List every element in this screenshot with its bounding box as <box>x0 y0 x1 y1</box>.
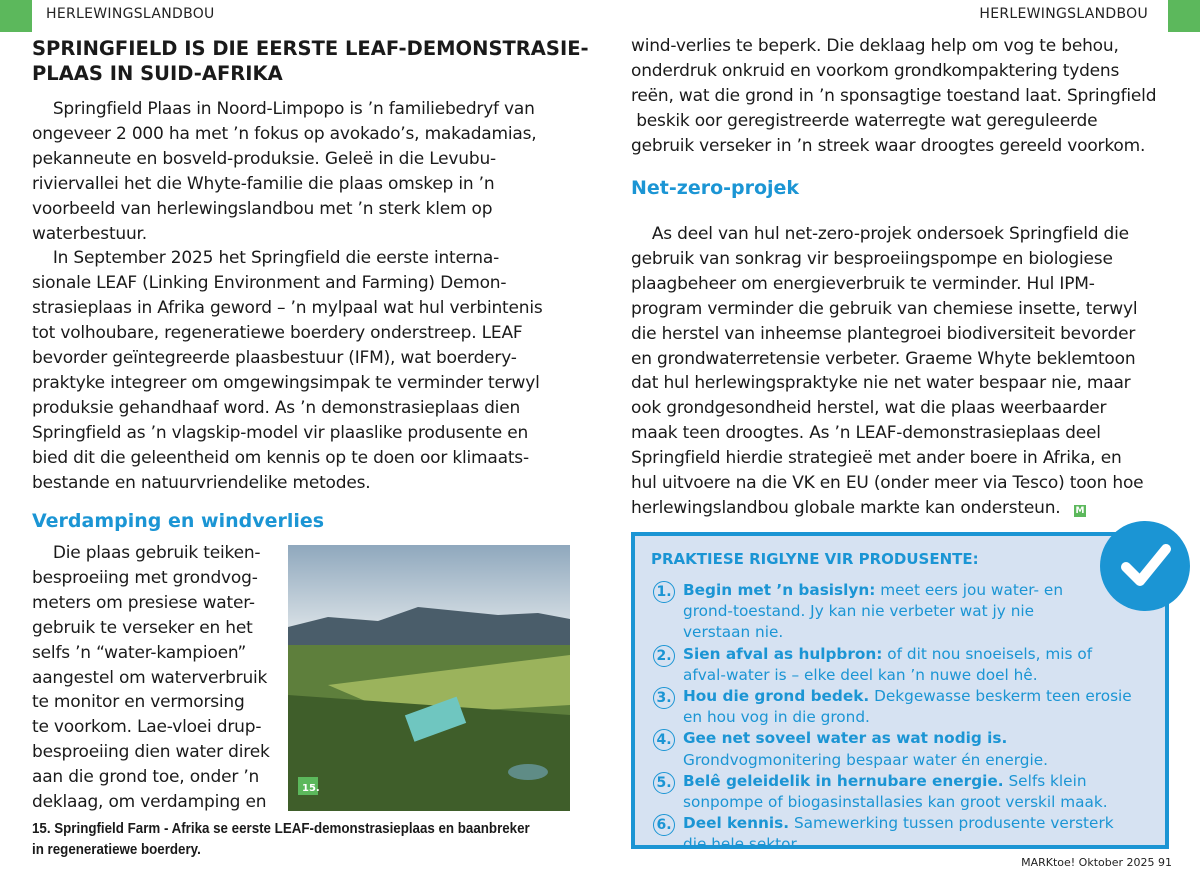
photo-caption <box>32 819 547 861</box>
text-line: SPRINGFIELD IS DIE EERSTE LEAF-DEMONSTRASIE- <box>32 37 589 60</box>
text-line: bevorder geïntegreerde plaasbestuur (IFM), wat boerdery- <box>32 348 517 369</box>
guideline-heading: Sien afval as hulpbron: <box>683 644 883 663</box>
text-line: As deel van hul net-zero-projek ondersoek Springfield die <box>631 224 1129 244</box>
text-line: strasieplaas in Afrika geword – ’n mylpaal wat hul verbintenis <box>32 298 543 319</box>
text-line: dat hul herlewingspraktyke nie net water bespaar nie, maar <box>631 373 1131 394</box>
text-line: Springfield hierdie strategieë met ander boere in Afrika, en <box>631 448 1122 469</box>
guideline-text: Grondvogmonitering bespaar water én energie. <box>683 750 1048 769</box>
text-line: en grondwaterretensie verbeter. Graeme Whyte beklemtoon <box>631 348 1136 369</box>
section-color-tab-right <box>1168 0 1200 32</box>
guideline-heading: Deel kennis. <box>683 814 790 833</box>
guideline-text: meet eers jou water- en grond-toestand. Jy kan nie verbeter wat jy nie verstaan nie. <box>683 581 1064 642</box>
text-line: tot volhoubare, regeneratiewe boerdery onderstreep. LEAF <box>32 323 523 344</box>
net-zero-text <box>631 222 1143 521</box>
end-mark-icon: M <box>1075 505 1085 516</box>
text-line: meters om presiese water- <box>32 592 255 613</box>
guideline-heading: Begin met ’n basislyn: <box>683 581 876 599</box>
continued-text <box>631 34 1156 159</box>
text-line: plaagbeheer om energieverbruik te verminder. Hul IPM- <box>631 273 1095 294</box>
text-line: gebruik verseker in ’n streek waar droogtes gereeld voorkom. <box>631 135 1146 156</box>
text-line: selfs ’n “water-kampioen” <box>32 642 247 663</box>
farm-aerial-photo <box>288 545 570 811</box>
text-line: waterbestuur. <box>32 223 147 244</box>
guideline-heading: Gee net soveel water as wat nodig is. <box>683 729 1008 748</box>
running-header-left: HERLEWINGSLANDBOU <box>46 6 215 22</box>
guideline-heading: Belê geleidelik in hernubare energie. <box>683 771 1004 790</box>
section-color-tab-left <box>0 0 32 32</box>
photo-number: 15. <box>302 783 320 794</box>
text-line: ongeveer 2 000 ha met ’n fokus op avokado’s, makadamias, <box>32 123 537 144</box>
article-title <box>32 36 589 86</box>
text-line: sionale LEAF (Linking Environment and Farming) Demon- <box>32 273 507 294</box>
text-line: hul uitvoere na die VK en EU (onder meer via Tesco) toon hoe <box>631 473 1144 494</box>
guideline-item <box>653 580 1087 644</box>
text-line: In September 2025 het Springfield die eerste interna- <box>32 248 499 269</box>
guideline-heading: Hou die grond bedek. <box>683 687 870 706</box>
text-line: Springfield Plaas in Noord-Limpopo is ’n familiebedryf van <box>32 99 535 119</box>
heading-net-zero: Net-zero-projek <box>631 177 800 199</box>
text-line: produksie gehandhaaf word. As ’n demonstrasieplaas dien <box>32 397 521 418</box>
text-line: Springfield as ’n vlagskip-model vir plaaslike produsente en <box>32 422 529 443</box>
guideline-text: Selfs klein sonpompe of biogasinstallasies kan groot verskil maak. <box>683 771 1108 812</box>
page-footer: MARKtoe! Oktober 2025 91 <box>1021 856 1172 869</box>
intro-text <box>32 97 543 496</box>
heading-verdamping: Verdamping en windverlies <box>32 510 325 532</box>
number-badge: 2. <box>653 645 675 667</box>
text-line: te monitor en vermorsing <box>32 692 245 713</box>
number-badge: 5. <box>653 772 675 794</box>
guideline-text: of dit nou snoeisels, mis of afval-water is – elke deel kan ’n nuwe doel hê. <box>683 644 1093 684</box>
number-badge: 3. <box>653 687 675 709</box>
text-line: pekanneute en bosveld-produksie. Geleë in die Levubu- <box>32 148 496 169</box>
text-line: gebruik van sonkrag vir besproeiingspompe en biologiese <box>631 248 1113 269</box>
guideline-item <box>653 644 1133 686</box>
text-line: PLAAS IN SUID-AFRIKA <box>32 62 283 85</box>
text-line: Die plaas gebruik teiken- <box>32 543 261 563</box>
number-badge: 6. <box>653 814 675 836</box>
text-line: herlewingslandbou globale markte kan ondersteun. <box>631 497 1061 518</box>
guideline-item <box>653 728 1133 770</box>
text-line: bied dit die geleentheid om kennis op te doen oor klimaats- <box>32 447 529 468</box>
text-line: aangestel om waterverbruik <box>32 667 268 688</box>
narrow-text <box>32 541 270 815</box>
text-line: ook grondgesondheid herstel, wat die plaas weerbaarder <box>631 398 1107 419</box>
text-line: die herstel van inheemse plantegroei biodiversiteit bevorder <box>631 323 1136 344</box>
text-line: praktyke integreer om omgewingsimpak te verminder terwyl <box>32 372 540 393</box>
text-line: reën, wat die grond in ’n sponsagtige toestand laat. Springfield <box>631 85 1157 106</box>
text-line: program verminder die gebruik van chemiese insette, terwyl <box>631 298 1138 319</box>
guidelines-title: PRAKTIESE RIGLYNE VIR PRODUSENTE: <box>651 550 979 568</box>
guideline-item <box>653 771 1133 813</box>
text-line: besproeiing dien water direk <box>32 742 270 763</box>
text-line: gebruik te verseker en het <box>32 617 253 638</box>
text-line: riviervallei het die Whyte-familie die plaas omskep in ’n <box>32 173 495 194</box>
running-header-right: HERLEWINGSLANDBOU <box>979 6 1148 22</box>
guideline-text: Samewerking tussen produsente versterk die hele sektor. <box>683 814 1114 854</box>
text-line: bestande en natuurvriendelike metodes. <box>32 472 371 493</box>
text-line: onderdruk onkruid en voorkom grondkompaktering tydens <box>631 60 1120 81</box>
number-badge: 1. <box>653 581 675 603</box>
guidelines-box <box>631 532 1169 854</box>
text-line: besproeiing met grondvog- <box>32 567 258 588</box>
text-line: te voorkom. Lae-vloei drup- <box>32 717 262 738</box>
guideline-item <box>653 813 1133 855</box>
text-line: in regeneratiewe boerdery. <box>32 842 201 858</box>
guidelines-list <box>653 580 1133 856</box>
text-line: maak teen droogtes. As ’n LEAF-demonstrasieplaas deel <box>631 423 1101 444</box>
text-line: voorbeeld van herlewingslandbou met ’n sterk klem op <box>32 198 493 219</box>
guideline-item <box>653 686 1133 728</box>
guideline-text: Dekgewasse beskerm teen erosie en hou vog in die grond. <box>683 687 1132 727</box>
text-line: aan die grond toe, onder ’n <box>32 767 260 788</box>
text-line: beskik oor geregistreerde waterregte wat gereguleerde <box>631 110 1098 131</box>
text-line: deklaag, om verdamping en <box>32 792 267 813</box>
number-badge: 4. <box>653 729 675 751</box>
checkmark-icon <box>1100 521 1190 611</box>
text-line: 15. Springfield Farm - Afrika se eerste LEAF-demonstrasieplaas en baanbreker <box>32 821 530 837</box>
farm-photo-illustration <box>288 545 570 811</box>
text-line: wind-verlies te beperk. Die deklaag help om vog te behou, <box>631 36 1119 56</box>
